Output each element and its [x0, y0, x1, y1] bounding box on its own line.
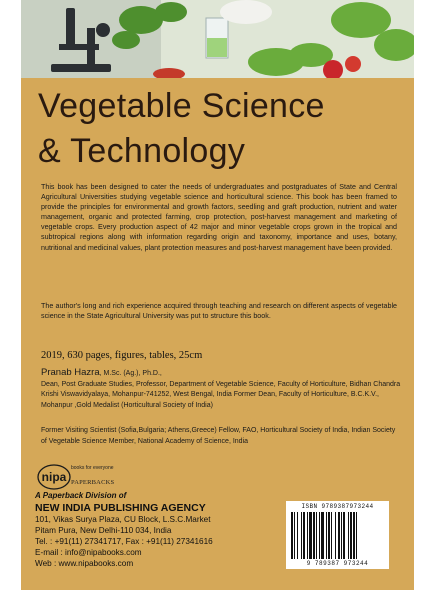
- publisher-email: E-mail : info@nipabooks.com: [35, 548, 142, 557]
- publisher-website: Web : www.nipabooks.com: [35, 559, 134, 568]
- publisher-address-line-2: Pitam Pura, New Delhi-110 034, India: [35, 526, 172, 535]
- publisher-division: A Paperback Division of: [35, 491, 127, 500]
- book-title-line-1: Vegetable Science: [38, 87, 325, 125]
- book-description: This book has been designed to cater the needs of undergraduates and postgraduates of State and Central Agricultural Universities studying vegetable science and horticultural science. This book has been framed to provide the principles for environmental and growth factors, seedling and graft production, nutrient and water management, organic and protected farming, crop protection, post-harvest management and marketing of vegetable crops. Every production aspect of 42 major and minor vegetable crops grown in the tropical and subtropical regions along with information regarding origin and taxonomy, importance and uses, botany, nutritional and medicinal values, plant protection measures and post-harvest management have been provided.: [41, 183, 397, 252]
- publisher-imprint: PAPERBACKS: [71, 479, 115, 486]
- book-title-line-2: & Technology: [38, 132, 246, 170]
- author-name: Pranab Hazra: [41, 367, 100, 378]
- author-bio: Dean, Post Graduate Studies, Professor, Department of Vegetable Science, Faculty of Horticulture, Bidhan Chandra Krishi Viswavidyalaya, Mohanpur-741252, West Bengal, India Former Dean, Faculty of Horticulture, B.C.K.V., Mohanpur ,Gold Medalist (Horticultural Society of India): [41, 380, 401, 409]
- author-experience-note: The author's long and rich experience acquired through teaching and research on different aspects of vegetable science in the State Agricultural University was put to structure this book.: [41, 302, 397, 321]
- author-qualifications: , M.Sc. (Ag.), Ph.D.,: [99, 370, 162, 377]
- publisher-tagline: books for everyone: [71, 465, 114, 471]
- publisher-phone: Tel. : +91(11) 27341717, Fax : +91(11) 27341616: [35, 537, 213, 546]
- publisher-name: NEW INDIA PUBLISHING AGENCY: [35, 502, 206, 514]
- barcode-bars-icon: [291, 512, 384, 559]
- nipa-logo-icon: [37, 464, 73, 490]
- publication-details: 2019, 630 pages, figures, tables, 25cm: [41, 350, 203, 361]
- publisher-address-line-1: 101, Vikas Surya Plaza, CU Block, L.S.C.Market: [35, 515, 211, 524]
- isbn-barcode: [286, 501, 389, 569]
- cover-photo-vegetables-lab: [21, 0, 414, 78]
- author-former-positions: Former Visiting Scientist (Sofia,Bulgaria; Athens,Greece) Fellow, FAO, Horticultural Society of India, Indian Society of Vegetable Science Member, National Academy of Science, India: [41, 427, 396, 445]
- barcode-digits: 9 789387 973244: [306, 560, 369, 567]
- nipa-logo-text: nipa: [41, 470, 67, 484]
- author-info: [41, 368, 401, 411]
- isbn-number: ISBN 9789387973244: [301, 503, 374, 510]
- book-back-cover: [21, 0, 414, 590]
